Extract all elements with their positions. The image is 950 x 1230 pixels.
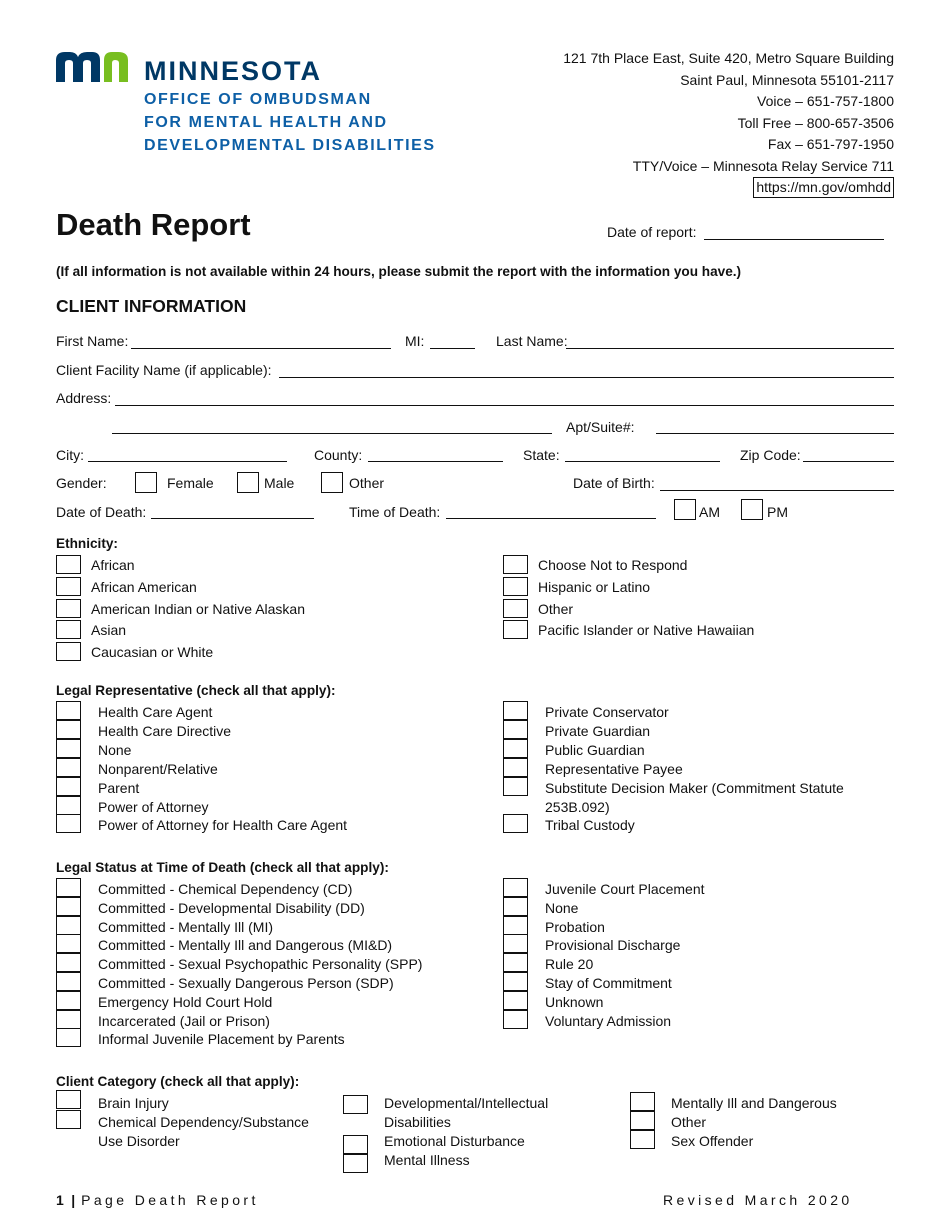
footer-page-text: Page Death Report <box>81 1192 259 1208</box>
ethnicity-heading: Ethnicity: <box>56 536 118 551</box>
legal-status-option-label: Committed - Sexual Psychopathic Personality (SPP) <box>98 956 423 973</box>
dob-field[interactable] <box>660 490 894 491</box>
legal-status-option-checkbox[interactable] <box>56 953 81 972</box>
gender-male-checkbox[interactable] <box>237 472 259 493</box>
legal-status-option-label: Incarcerated (Jail or Prison) <box>98 1012 270 1029</box>
legal-rep-option-label: Substitute Decision Maker (Commitment Statute <box>545 779 844 796</box>
category-developmental-checkbox[interactable] <box>343 1095 368 1114</box>
legal-status-option-checkbox[interactable] <box>503 878 528 897</box>
address-line: Saint Paul, Minnesota 55101-2117 <box>680 71 894 88</box>
dod-label: Date of Death: <box>56 504 147 520</box>
ethnicity-option-label: Asian <box>91 622 127 639</box>
legal-rep-option-checkbox[interactable] <box>503 777 528 796</box>
category-chemical-dependency-checkbox[interactable] <box>56 1110 81 1129</box>
ethnicity-option-label: African <box>91 557 135 573</box>
client-information-heading: CLIENT INFORMATION <box>56 296 247 316</box>
revised-date: Revised March 2020 <box>663 1192 853 1208</box>
first-name-label: First Name: <box>56 333 129 349</box>
category-emotional-disturbance-checkbox[interactable] <box>343 1135 368 1154</box>
dob-label: Date of Birth: <box>573 475 655 491</box>
state-field[interactable] <box>565 461 720 462</box>
page-footer-left <box>56 1192 259 1208</box>
date-of-report-field[interactable] <box>704 239 884 240</box>
ethnicity-option-label: American Indian or Native Alaskan <box>91 600 305 617</box>
legal-status-option-label: Unknown <box>545 993 604 1010</box>
zip-field[interactable] <box>803 461 894 462</box>
legal-status-option-label: Committed - Sexually Dangerous Person (SDP) <box>98 975 394 991</box>
pm-checkbox[interactable] <box>741 499 763 520</box>
ethnicity-option-checkbox[interactable] <box>56 620 81 639</box>
legal-status-option-checkbox[interactable] <box>56 897 81 916</box>
legal-rep-option-checkbox[interactable] <box>503 814 528 833</box>
gender-label: Gender: <box>56 475 107 491</box>
ethnicity-option-label: Caucasian or White <box>91 644 214 661</box>
legal-rep-option-label: Tribal Custody <box>545 817 635 834</box>
date-of-report-label: Date of report: <box>607 224 697 240</box>
am-label: AM <box>699 504 720 520</box>
zip-label: Zip Code: <box>740 447 801 463</box>
legal-status-option-label: Informal Juvenile Placement by Parents <box>98 1031 345 1048</box>
legal-rep-option-label: Parent <box>98 779 140 796</box>
legal-status-option-label: Stay of Commitment <box>545 975 672 991</box>
legal-rep-option-label: Power of Attorney <box>98 798 209 815</box>
category-sex-offender-label: Sex Offender <box>671 1133 754 1149</box>
apt-label: Apt/Suite#: <box>566 419 635 435</box>
legal-rep-option-label: Public Guardian <box>545 741 645 758</box>
date-of-report <box>607 224 884 240</box>
legal-rep-option-checkbox[interactable] <box>56 701 81 720</box>
legal-status-option-checkbox[interactable] <box>56 1010 81 1029</box>
legal-status-option-checkbox[interactable] <box>56 991 81 1010</box>
legal-rep-option-checkbox[interactable] <box>503 758 528 777</box>
legal-status-option-checkbox[interactable] <box>503 934 528 953</box>
legal-status-option-label: None <box>545 899 579 916</box>
legal-status-option-label: Committed - Mentally Ill (MI) <box>98 918 274 935</box>
mi-field[interactable] <box>430 348 475 349</box>
legal-status-option-label: Voluntary Admission <box>545 1012 672 1029</box>
legal-rep-option-checkbox[interactable] <box>56 814 81 833</box>
legal-rep-option-label: None <box>98 741 132 758</box>
office-address <box>563 48 894 199</box>
legal-rep-option-checkbox[interactable] <box>503 720 528 739</box>
ethnicity-option-checkbox[interactable] <box>56 642 81 661</box>
ethnicity-option-checkbox[interactable] <box>503 555 528 574</box>
legal-status-option-checkbox[interactable] <box>503 972 528 991</box>
page-title: Death Report <box>56 207 251 242</box>
submission-note: (If all information is not available within 24 hours, please submit the report with the information you have.) <box>56 264 742 279</box>
city-field[interactable] <box>88 461 287 462</box>
county-field[interactable] <box>368 461 503 462</box>
legal-status-option-checkbox[interactable] <box>56 878 81 897</box>
page-number: 1 <box>56 1192 68 1208</box>
last-name-field[interactable] <box>566 348 894 349</box>
legal-rep-heading: Legal Representative (check all that apply): <box>56 683 336 698</box>
address-label: Address: <box>56 390 112 406</box>
legal-rep-option-checkbox[interactable] <box>503 701 528 720</box>
last-name-label: Last Name: <box>496 333 568 349</box>
legal-rep-option-label: Power of Attorney for Health Care Agent <box>98 817 348 834</box>
mi-label: MI: <box>405 333 425 349</box>
address-field[interactable] <box>115 405 894 406</box>
ethnicity-option-checkbox[interactable] <box>56 577 81 596</box>
ethnicity-option-label: African American <box>91 578 197 595</box>
facility-field[interactable] <box>279 377 894 378</box>
category-mi-dangerous-label: Mentally Ill and Dangerous <box>671 1095 837 1111</box>
category-developmental-label-cont: Disabilities <box>384 1114 451 1130</box>
ethnicity-option-label: Pacific Islander or Native Hawaiian <box>538 622 755 639</box>
gender-other-checkbox[interactable] <box>321 472 343 493</box>
minnesota-mark-icon <box>56 52 128 82</box>
legal-status-option-checkbox[interactable] <box>503 916 528 935</box>
phone-toll-free: Toll Free – 800-657-3506 <box>737 114 894 131</box>
category-sex-offender-checkbox[interactable] <box>630 1130 655 1149</box>
county-label: County: <box>314 447 363 463</box>
address-line-2-field[interactable] <box>112 433 552 434</box>
category-chemical-dependency-label-cont: Use Disorder <box>98 1133 180 1149</box>
legal-status-option-label: Emergency Hold Court Hold <box>98 993 273 1010</box>
phone-tty: TTY/Voice – Minnesota Relay Service 711 <box>632 157 894 174</box>
legal-rep-option-checkbox[interactable] <box>56 777 81 796</box>
category-emotional-disturbance-label: Emotional Disturbance <box>384 1133 525 1149</box>
phone-fax: Fax – 651-797-1950 <box>767 136 894 152</box>
address-line: 121 7th Place East, Suite 420, Metro Square Building <box>563 50 894 66</box>
logo-wordmark: MINNESOTA <box>144 56 322 86</box>
category-other-label: Other <box>671 1114 707 1130</box>
website-link[interactable]: https://mn.gov/omhdd <box>753 177 894 198</box>
legal-rep-option-label: Health Care Agent <box>98 704 213 720</box>
ethnicity-option-checkbox[interactable] <box>503 620 528 639</box>
legal-status-option-label: Committed - Mentally Ill and Dangerous (MI&D) <box>98 937 393 954</box>
phone-voice: Voice – 651-757-1800 <box>757 93 894 109</box>
category-other-checkbox[interactable] <box>630 1111 655 1130</box>
apt-field[interactable] <box>656 433 894 434</box>
legal-status-option-label: Committed - Developmental Disability (DD) <box>98 899 365 916</box>
legal-status-option-checkbox[interactable] <box>56 916 81 935</box>
gender-male-label: Male <box>264 475 295 491</box>
legal-status-option-label: Probation <box>545 918 605 935</box>
category-brain-injury-label: Brain Injury <box>98 1095 169 1111</box>
legal-status-option-label: Rule 20 <box>545 956 594 973</box>
footer-separator: | <box>71 1192 76 1208</box>
legal-rep-option-label: Private Conservator <box>545 704 669 720</box>
ethnicity-option-label: Choose Not to Respond <box>538 557 688 573</box>
city-label: City: <box>56 447 84 463</box>
gender-female-checkbox[interactable] <box>135 472 157 493</box>
category-mi-dangerous-checkbox[interactable] <box>630 1092 655 1111</box>
category-developmental-label: Developmental/Intellectual <box>384 1095 549 1111</box>
ethnicity-option-checkbox[interactable] <box>503 599 528 618</box>
legal-status-heading: Legal Status at Time of Death (check all that apply): <box>56 860 389 875</box>
legal-rep-option-checkbox[interactable] <box>56 796 81 815</box>
legal-rep-option-label: Private Guardian <box>545 722 651 739</box>
legal-rep-option-checkbox[interactable] <box>56 758 81 777</box>
facility-label: Client Facility Name (if applicable): <box>56 362 272 378</box>
legal-rep-option-label: Health Care Directive <box>98 722 232 739</box>
dod-field[interactable] <box>151 518 314 519</box>
gender-female-label: Female <box>167 475 214 491</box>
legal-status-option-checkbox[interactable] <box>56 1028 81 1047</box>
category-mental-illness-checkbox[interactable] <box>343 1154 368 1173</box>
client-category-heading: Client Category (check all that apply): <box>56 1074 300 1089</box>
legal-status-option-label: Juvenile Court Placement <box>545 881 705 897</box>
logo-subline-1: OFFICE OF OMBUDSMAN <box>144 91 372 108</box>
tod-label: Time of Death: <box>349 504 441 520</box>
legal-status-option-checkbox[interactable] <box>503 1010 528 1029</box>
legal-status-option-checkbox[interactable] <box>503 953 528 972</box>
legal-status-option-checkbox[interactable] <box>56 972 81 991</box>
legal-rep-option-checkbox[interactable] <box>56 739 81 758</box>
omhdd-logo <box>56 50 456 160</box>
legal-rep-option-checkbox[interactable] <box>56 720 81 739</box>
legal-rep-option-label: Nonparent/Relative <box>98 760 218 777</box>
state-label: State: <box>523 447 560 463</box>
legal-status-option-checkbox[interactable] <box>56 934 81 953</box>
legal-status-option-checkbox[interactable] <box>503 897 528 916</box>
category-brain-injury-checkbox[interactable] <box>56 1090 81 1109</box>
ethnicity-option-checkbox[interactable] <box>56 599 81 618</box>
tod-field[interactable] <box>446 518 656 519</box>
logo-subline-2: FOR MENTAL HEALTH AND <box>144 114 388 131</box>
am-checkbox[interactable] <box>674 499 696 520</box>
pm-label: PM <box>767 504 788 520</box>
category-mental-illness-label: Mental Illness <box>384 1152 470 1168</box>
legal-rep-option-label: Representative Payee <box>545 760 683 777</box>
legal-status-option-checkbox[interactable] <box>503 991 528 1010</box>
gender-other-label: Other <box>349 475 385 491</box>
legal-status-option-label: Provisional Discharge <box>545 937 681 954</box>
ethnicity-option-label: Hispanic or Latino <box>538 578 651 595</box>
logo-subline-3: DEVELOPMENTAL DISABILITIES <box>144 137 436 154</box>
category-chemical-dependency-label: Chemical Dependency/Substance <box>98 1114 309 1130</box>
legal-rep-option-label: 253B.092) <box>545 798 610 815</box>
first-name-field[interactable] <box>131 348 391 349</box>
ethnicity-option-checkbox[interactable] <box>56 555 81 574</box>
legal-status-option-label: Committed - Chemical Dependency (CD) <box>98 881 353 897</box>
legal-rep-option-checkbox[interactable] <box>503 739 528 758</box>
ethnicity-option-label: Other <box>538 600 574 617</box>
ethnicity-option-checkbox[interactable] <box>503 577 528 596</box>
